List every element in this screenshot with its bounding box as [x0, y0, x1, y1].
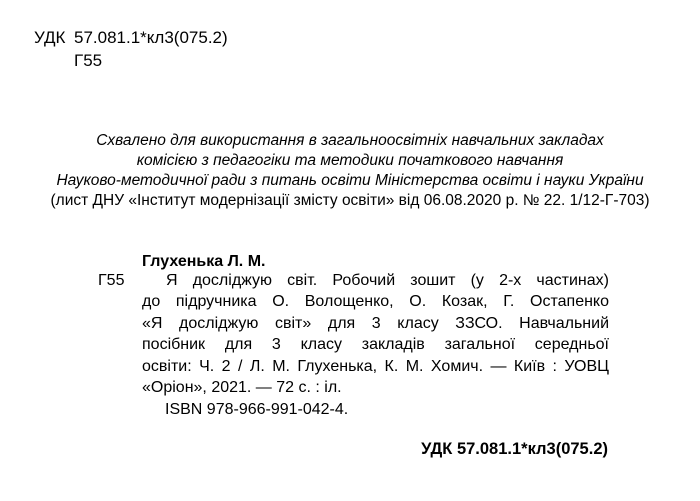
- udk-code: 57.081.1*кл3(075.2): [74, 28, 228, 47]
- approval-line-1: Схвалено для використання в загальноосвітніх навчальних закладах: [96, 132, 604, 149]
- udk-label: УДК: [34, 28, 66, 47]
- description-line-6: «Оріон», 2021. — 72 с. : іл.: [142, 379, 342, 397]
- approval-line-2: комісією з педагогіки та методики початкового навчання: [136, 152, 564, 169]
- approval-line-3: Науково-методичної ради з питань освіти Міністерства освіти і науки України: [56, 172, 644, 189]
- description-line-1: Я досліджую світ. Робочий зошит (у 2-х частинах): [166, 272, 609, 289]
- author-name: Глухенька Л. М.: [142, 253, 266, 270]
- approval-statement: [0, 131, 700, 211]
- author-index-top: Г55: [74, 51, 103, 70]
- description-line-2: до підручника О. Волощенко, О. Козак, Г. Остапенко: [142, 293, 609, 311]
- isbn: ISBN 978-966-991-042-4.: [165, 401, 349, 418]
- description-line-3: «Я досліджую світ» для 3 класу ЗЗСО. Навчальний: [142, 314, 609, 332]
- udk-bottom: УДК 57.081.1*кл3(075.2): [421, 440, 608, 458]
- author-index: Г55: [98, 272, 125, 289]
- description-line-5: освіти: Ч. 2 / Л. М. Глухенька, К. М. Хомич. — Київ : УОВЦ: [142, 357, 609, 375]
- approval-line-4: (лист ДНУ «Інститут модернізації змісту освіти» від 06.08.2020 р. № 22. 1/12-Г-703): [50, 192, 650, 209]
- description-line-4: посібник для 3 класу закладів загальної середньої: [142, 336, 609, 354]
- bibliographic-description: [142, 270, 609, 398]
